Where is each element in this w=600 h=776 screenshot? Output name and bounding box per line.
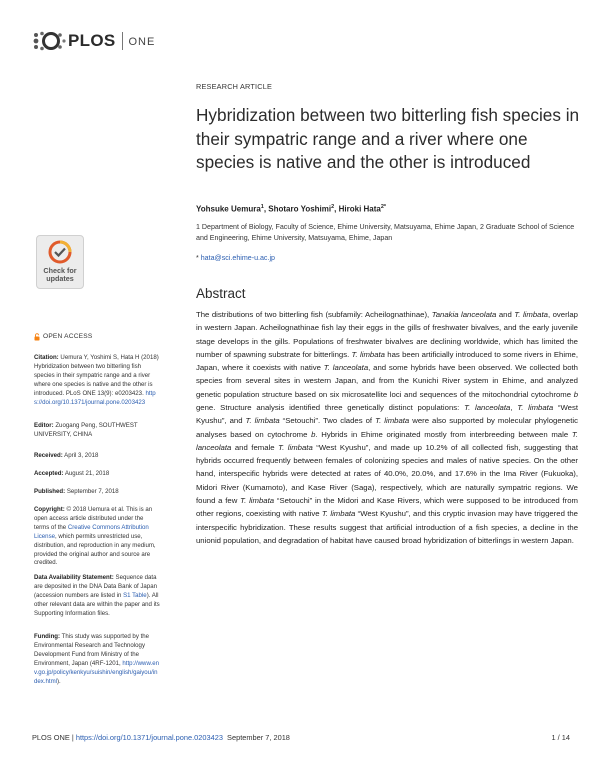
citation-doi-link[interactable]: https://doi.org/10.1371/journal.pone.0203423: [34, 389, 156, 406]
data-availability-block: [34, 574, 160, 619]
abstract-sentence: “Setouchi” in the Midori and Kase Rivers, which were supposed to be introduced from other regions, coexisting with native: [196, 495, 578, 519]
abstract-sentence: , overlap in western Japan. Acheilognathinae fish lay their eggs in the gills of freshwater bivalves, and the early juvenile stage develops in the gills. Populations of freshwater bivalves are declining worldwide, which has limited the number of spawning substrate for bitterlings.: [196, 310, 578, 359]
email-link[interactable]: hata@sci.ehime-u.ac.jp: [200, 254, 275, 262]
open-access-text: OPEN ACCESS: [43, 333, 93, 340]
license-link[interactable]: Creative Commons Attribution License: [34, 523, 149, 540]
abstract-sentence: ,: [510, 402, 518, 412]
abstract-italic-term: T. lanceolata: [464, 402, 511, 412]
abstract-italic-term: T. limbata: [245, 416, 280, 426]
received-block: [34, 452, 160, 461]
badge-line-1: Check for: [43, 266, 77, 275]
abstract-sentence: and female: [231, 442, 279, 452]
funding-text-end: ).: [57, 677, 61, 685]
author-name[interactable]: Shotaro Yoshimi: [268, 204, 332, 214]
abstract-italic-term: T. limbata: [321, 509, 356, 519]
journal-name: ONE: [128, 36, 156, 48]
page-footer: [32, 733, 570, 742]
footer-date: September 7, 2018: [227, 733, 290, 742]
abstract-italic-term: T. limbata: [375, 416, 410, 426]
abstract-italic-term: T. lanceolata: [323, 363, 369, 373]
accepted-text: August 21, 2018: [63, 470, 110, 477]
accepted-label: Accepted:: [34, 470, 64, 477]
abstract-sentence: . Hybrids in Ehime originated mostly from interbreeding between male: [315, 429, 572, 439]
abstract-italic-term: T. limbata: [351, 349, 385, 359]
email-marker: *: [196, 254, 201, 262]
abstract-heading: Abstract: [196, 286, 246, 301]
abstract-text: [196, 308, 578, 547]
affiliations: 1 Department of Biology, Faculty of Science, Ehime University, Matsuyama, Ehime Japan, 2 Graduate School of Science and Engineering, Ehime University, Matsuyama, Ehime, Japan: [196, 223, 575, 242]
page-number: 1 / 14: [551, 733, 570, 742]
received-text: April 3, 2018: [62, 452, 99, 459]
abstract-sentence: gene. Structure analysis identified three genetically distinct populations:: [196, 402, 465, 412]
abstract-italic-term: b: [573, 389, 578, 399]
published-label: Published:: [34, 488, 66, 495]
abstract-italic-term: b: [311, 429, 316, 439]
data-availability-text-end: ). All other relevant data are within the paper and its Supporting Information files.: [34, 591, 160, 617]
author-affiliation-marker: 1: [260, 204, 264, 210]
abstract-italic-term: T. limbata: [278, 442, 313, 452]
author-affiliation-marker: 2*: [380, 204, 387, 210]
editor-label: Editor:: [34, 422, 54, 429]
abstract-sentence: and: [496, 310, 515, 319]
received-label: Received:: [34, 452, 63, 459]
plos-one-logo: [32, 30, 155, 52]
copyright-text-end: , which permits unrestricted use, distribution, and reproduction in any medium, provided the original author and source are credited.: [34, 532, 156, 567]
funding-label: Funding:: [34, 633, 61, 640]
citation-text: Uemura Y, Yoshimi S, Hata H (2018) Hybridization between two bitterling fish species in their sympatric range and a river where one species is native and the other is introduced. PLoS ONE 13(9): e0203423.: [34, 354, 159, 397]
footer-doi-link[interactable]: https://doi.org/10.1371/journal.pone.0203423: [75, 733, 223, 742]
citation-block: [34, 354, 160, 407]
abstract-italic-term: T. lanceolata: [196, 429, 578, 452]
footer-separator: |: [69, 733, 76, 742]
abstract-italic-term: T. limbata: [514, 310, 548, 319]
badge-line-2: updates: [46, 274, 74, 283]
open-access-label: [34, 333, 160, 342]
article-type: RESEARCH ARTICLE: [196, 82, 273, 91]
open-access-icon: [34, 333, 40, 341]
accepted-block: [34, 470, 160, 479]
article-title: Hybridization between two bitterling fish species in their sympatric range and a river where one species is native and the other is introduced: [196, 105, 580, 172]
editor-text: Zuogang Peng, SOUTHWEST UNIVERSITY, CHINA: [34, 422, 138, 438]
published-block: [34, 488, 160, 497]
check-updates-icon: [48, 240, 72, 264]
abstract-italic-term: T. limbata: [240, 495, 275, 505]
copyright-block: [34, 506, 160, 568]
abstract-sentence: “Setouchi”. Two clades of: [279, 416, 376, 426]
citation-label: Citation:: [34, 354, 59, 361]
author-name[interactable]: Yohsuke Uemura: [196, 204, 261, 214]
data-availability-text: Sequence data are deposited in the DNA Data Bank of Japan (accession numbers are listed in: [34, 574, 157, 599]
logo-divider: [122, 32, 123, 50]
author-name[interactable]: Hiroki Hata: [338, 204, 381, 214]
footer-journal: PLOS ONE: [32, 733, 70, 742]
plos-logo-mark-icon: [32, 31, 66, 51]
abstract-sentence: “West Kyushu”, and made up 10.2% of all collected fish, suggesting that hybrids occurred frequently between females of colonizing species and males of native species. On the other hand, interspecific hybrids were detected at rates of 40.0%, 20.0%, and 17.6% in the Ima River (Fukuoka), Midori River (Kumamoto), and Kase River (Saga), respectively, which are naturally sympatric regions. We found a few: [196, 442, 579, 505]
funding-text: This study was supported by the Environmental Research and Technology Development Fund from Ministry of the Environment, Japan (4RF-1201,: [34, 633, 150, 667]
abstract-sentence: were also supported by molecular phylogenetic analyses based on cytochrome: [196, 416, 578, 439]
funding-url-link[interactable]: http://www.env.go.jp/policy/kenkyu/suishin/english/gaiyou/index.html: [34, 659, 159, 685]
check-for-updates-badge[interactable]: [36, 235, 84, 289]
abstract-sentence: has been artificially introduced to some rivers in Ehime, Japan, where it coexists with native: [196, 349, 579, 373]
copyright-label: Copyright:: [34, 506, 65, 513]
funding-block: [34, 633, 160, 686]
abstract-italic-term: T. limbata: [517, 402, 554, 412]
corresponding-email: [196, 254, 275, 262]
copyright-text: © 2018 Uemura et al. This is an open access article distributed under the terms of the: [34, 506, 153, 531]
author-affiliation-marker: 2: [331, 204, 335, 210]
editor-block: [34, 422, 160, 440]
abstract-sentence: The distributions of two bitterling fish (subfamily: Acheilognathinae),: [196, 310, 432, 319]
abstract-sentence: “West Kyushu”, and this cryptic invasion may have triggered the interspecific hybridization. These results suggest that artificial introduction of a fish species, a decline in the unionid population, and degradation of habitat have caused broad hybridization of bitterlings in western Japan.: [196, 509, 578, 545]
data-availability-label: Data Availability Statement:: [34, 574, 114, 581]
published-text: September 7, 2018: [65, 488, 119, 495]
plos-brand: PLOS: [68, 31, 116, 50]
abstract-italic-term: Tanakia lanceolata: [431, 310, 497, 319]
author-list: Yohsuke Uemura$^1$, Shotaro Yoshimi$^2$, Hiroki Hata$^{2*}$: [196, 204, 387, 214]
s1-table-link[interactable]: S1 Table: [123, 591, 147, 599]
abstract-sentence: , and some hybrids have been observed. We collected both species from several sites in western Japan, and from the Kunichi River system in Ehime, and analyzed genetic population structure based on six microsatellite loci and sequences of the mitochondrial cytochrome: [196, 363, 578, 399]
abstract-sentence: “West Kyushu”, and: [196, 402, 578, 426]
